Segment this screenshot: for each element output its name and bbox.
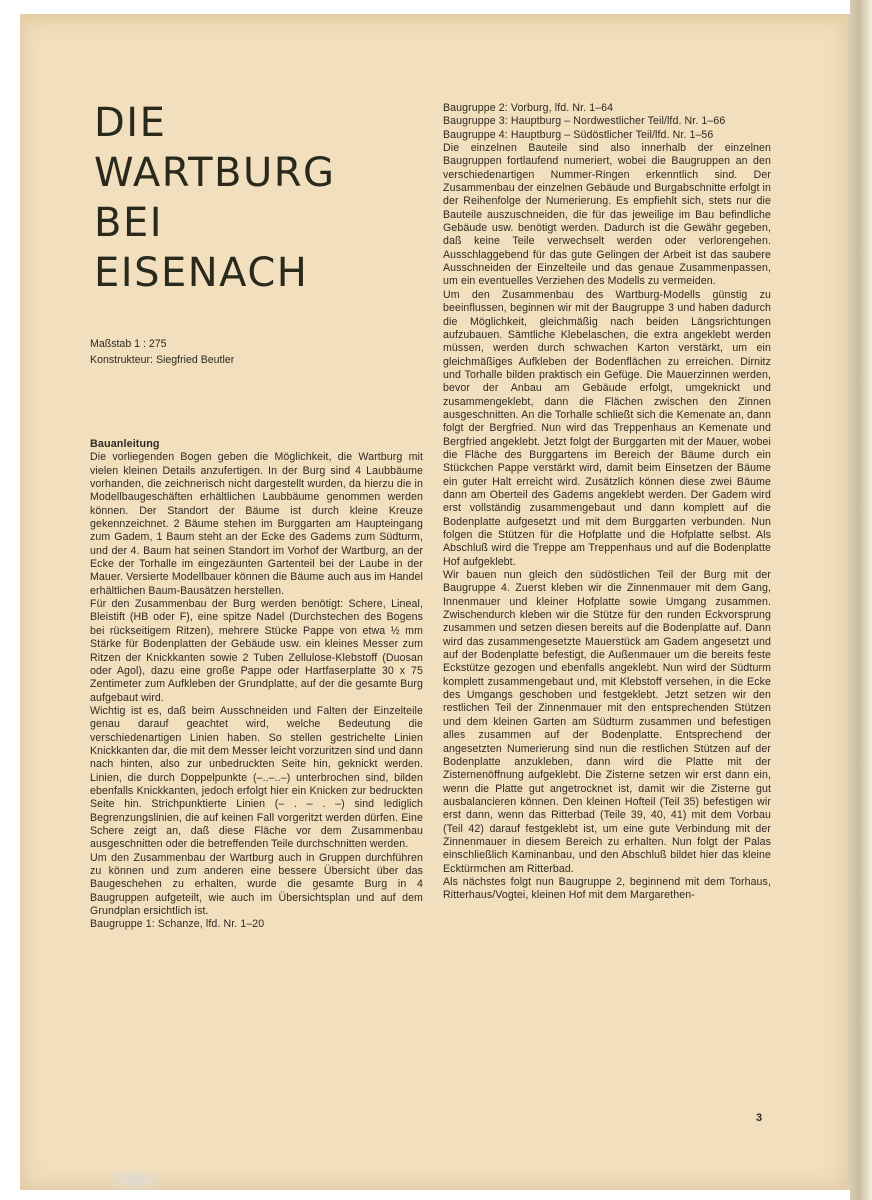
document-title — [94, 98, 414, 298]
meta-block — [90, 336, 420, 368]
paper-smudge — [110, 1170, 160, 1190]
title-line: BEI — [94, 200, 164, 246]
page-top-edge — [20, 14, 848, 24]
paragraph: Baugruppe 2: Vorburg, lfd. Nr. 1–64 — [443, 102, 614, 114]
paragraph: Wir bauen nun gleich den südöstlichen Teil der Burg mit der Baugruppe 4. Zuerst kleben wir die Zinnenmauer mit dem Gang, Innenmauer und kleiner Hofplatte sowie Umgang zusammen. Zwischendurch kleben wir die Stütze für den runden Eckvorsprung zusammen und setzen diesen bereits auf die Bodenplatte auf. Dann wird das zusammengesetzte Mauerstück am Gadem angesetzt und auf der Bodenplatte befestigt, die Außenmauer um die bereits feste Eckstütze gezogen und ebenfalls angeklebt. Nun wird der Südturm komplett zusammengebaut und, mit Klebstoff versehen, in die Ecke des Umgangs geschoben und festgeklebt. Jetzt setzen wir den restlichen Teil der Zinnenmauer mit den entsprechenden Stützen und dem kleinen Garten am Südturm zusammen und befestigen alles zusammen auf der Bodenplatte. Entsprechend der angesetzten Numerierung sind nun die restlichen Stützen auf der Bodenplatte anzukleben, dann wird die Platte mit der Zisternenöffnung aufgeklebt. Die Zisterne setzen wir erst dann ein, wenn die Platte gut angetrocknet ist, damit wir die Zisterne gut ausbalancieren können. Den kleinen Hofteil (Teil 35) befestigen wir erst dann, wenn das Ritterbad (Teile 39, 40, 41) mit dem Vorbau (Teil 42) darauf festgeklebt ist, um eine gute Verbindung mit der Zinnenmauer in diesem Bereich zu erhalten. Nun folgt der Palas einschließlich Kaminanbau, und den Abschluß bildet hier das kleine Ecktürmchen am Ritterbad. — [443, 569, 771, 875]
scale-label: Maßstab 1 : 275 — [90, 338, 167, 350]
paragraph: Die vorliegenden Bogen geben die Möglichkeit, die Wartburg mit vielen kleinen Details anzufertigen. In der Burg sind 4 Laubbäume vorhanden, die zeichnerisch nicht dargestellt wurden, da hierzu die in Modellbaugeschäften erhältlichen Laubbäume genommen werden können. Der Standort der Bäume ist durch kleine Kreuze gekennzeichnet. 2 Bäume stehen im Burggarten am Haupteingang zum Gadem, 1 Baum steht an der Ecke des Gadems zum Südturm, und der 4. Baum hat seinen Standort im Vorhof der Wartburg, an der Ecke der Torhalle im eingezäunten Gartenteil bei der Laube in der Mauer. Versierte Modellbauer können die Bäume auch aus im Handel erhältlichen Baum-Bausätzen herstellen. — [90, 451, 423, 597]
section-heading: Bauanleitung — [90, 438, 160, 450]
paragraph: Die einzelnen Bauteile sind also innerhalb der einzelnen Baugruppen fortlaufend numeriert, wobei die Baugruppen an den verschiedenartigen Nummer-Ringen erkenntlich sind. Der Zusammenbau der einzelnen Gebäude und Burgabschnitte erfolgt in der Reihenfolge der Numerierung. Es empfiehlt sich, stets nur die Bauteile auszuschneiden, die für das jeweilige im Bau befindliche Gebäude usw. benötigt werden. Dadurch ist die Gewähr gegeben, daß keine Teile verwechselt werden oder verlorengehen. Ausschlaggebend für das gute Gelingen der Arbeit ist das saubere Ausschneiden der Einzelteile und das genaue Zusammenpassen, um ein eventuelles Verziehen des Modells zu vermeiden. — [443, 142, 771, 288]
paragraph: Wichtig ist es, daß beim Ausschneiden und Falten der Einzelteile genau darauf geachtet wird, welche Bedeutung die verschiedenartigen Linien haben. So stellen gestrichelte Linien Knickkanten dar, die mit dem Messer leicht vorzuritzen sind und dann nach hinten, also zur unbedruckten Seite hin, geknickt werden. Linien, die durch Doppelpunkte (–..–..–) unterbrochen sind, bilden ebenfalls Knickkanten, jedoch erfolgt hier ein Knicken zur bedruckten Seite hin. Strichpunktierte Linien (– . – . –) sind lediglich Begrenzungslinien, die auf keinen Fall vorgeritzt werden dürfen. Eine Schere zeigt an, daß diese Fläche vor dem Zusammenbau ausgeschnitten oder die betreffenden Teile durchschnitten werden. — [90, 704, 423, 851]
title-line: EISENACH — [94, 250, 309, 296]
right-column — [443, 102, 771, 903]
title-line: WARTBURG — [94, 150, 336, 196]
page-stack-edge — [850, 0, 872, 1200]
left-column — [90, 438, 423, 932]
page-number: 3 — [756, 1112, 763, 1124]
title-line: DIE — [94, 100, 167, 146]
paragraph: Baugruppe 4: Hauptburg – Südöstlicher Teil/lfd. Nr. 1–56 — [443, 128, 714, 141]
paragraph: Baugruppe 1: Schanze, lfd. Nr. 1–20 — [90, 918, 265, 931]
paragraph: Um den Zusammenbau der Wartburg auch in Gruppen durchführen zu können und zum anderen eine bessere Übersicht über das Baugeschehen zu erhalten, wurde die gesamte Burg in 4 Baugruppen aufgeteilt, wie auch im Übersichtsplan und auf dem Grundplan ersichtlich ist. — [90, 851, 423, 918]
paragraph: Um den Zusammenbau des Wartburg-Modells günstig zu beeinflussen, beginnen wir mit der Baugruppe 3 und haben dadurch die Möglichkeit, gleichmäßig nach beiden Längsrichtungen aufzubauen. Sämtliche Klebelaschen, die extra angeklebt werden müssen, werden durch schwachen Karton verstärkt, um ein gleichmäßiges Aufkleben der Bodenflächen zu erreichen. Dirnitz und Torhalle bilden praktisch ein Gefüge. Die Mauerzinnen werden, bevor der Anbau am Gebäude erfolgt, umgeknickt und zusammengeklebt, dann die Flächen zwischen den Zinnen ausgeschnitten. An die Torhalle schließt sich die Kemenate an, dann folgt der Bergfried. Nun wird das Treppenhaus an Kemenate und Bergfried angeklebt. Jetzt folgt der Burggarten mit der Mauer, wobei die Fläche des Burggartens im Bereich der Bäume durch ein Stückchen Pappe verstärkt wird, damit beim Einsetzen der Bäume ein guter Halt erreicht wird. Zusätzlich können diese zwei Bäume dann am Oberteil des Gadems angeklebt werden. Der Gadem wird erst vollständig zusammengebaut und dann komplett auf die Bodenplatte aufgesetzt und mit dem Burggarten verbunden. Nun folgen die Stützen für die Hofplatte und die Hofplatte selbst. Als Abschluß wird die Treppe am Treppenhaus und auf die Bodenplatte Hof aufgeklebt. — [443, 288, 771, 568]
paragraph: Baugruppe 3: Hauptburg – Nordwestlicher Teil/lfd. Nr. 1–66 — [443, 115, 726, 128]
paragraph: Für den Zusammenbau der Burg werden benötigt: Schere, Lineal, Bleistift (HB oder F), eine spitze Nadel (Durchstechen des Bogens bei rückseitigem Ritzen), mehrere Stücke Pappe von etwa ½ mm Stärke für Bodenplatten der Gebäude usw. ein kleines Messer zum Ritzen der Knickkanten sowie 2 Tuben Zellulose-Klebstoff (Duosan oder Agol), dazu eine große Pappe oder Hartfaserplatte 30 x 75 Zentimeter zum Aufkleben der Grundplatte, auf der die gesamte Burg aufgebaut wird. — [90, 598, 423, 704]
paragraph: Als nächstes folgt nun Baugruppe 2, beginnend mit dem Torhaus, Ritterhaus/Vogtei, kleinen Hof mit dem Margarethen- — [443, 875, 771, 902]
constructor-label: Konstrukteur: Siegfried Beutler — [90, 354, 235, 366]
